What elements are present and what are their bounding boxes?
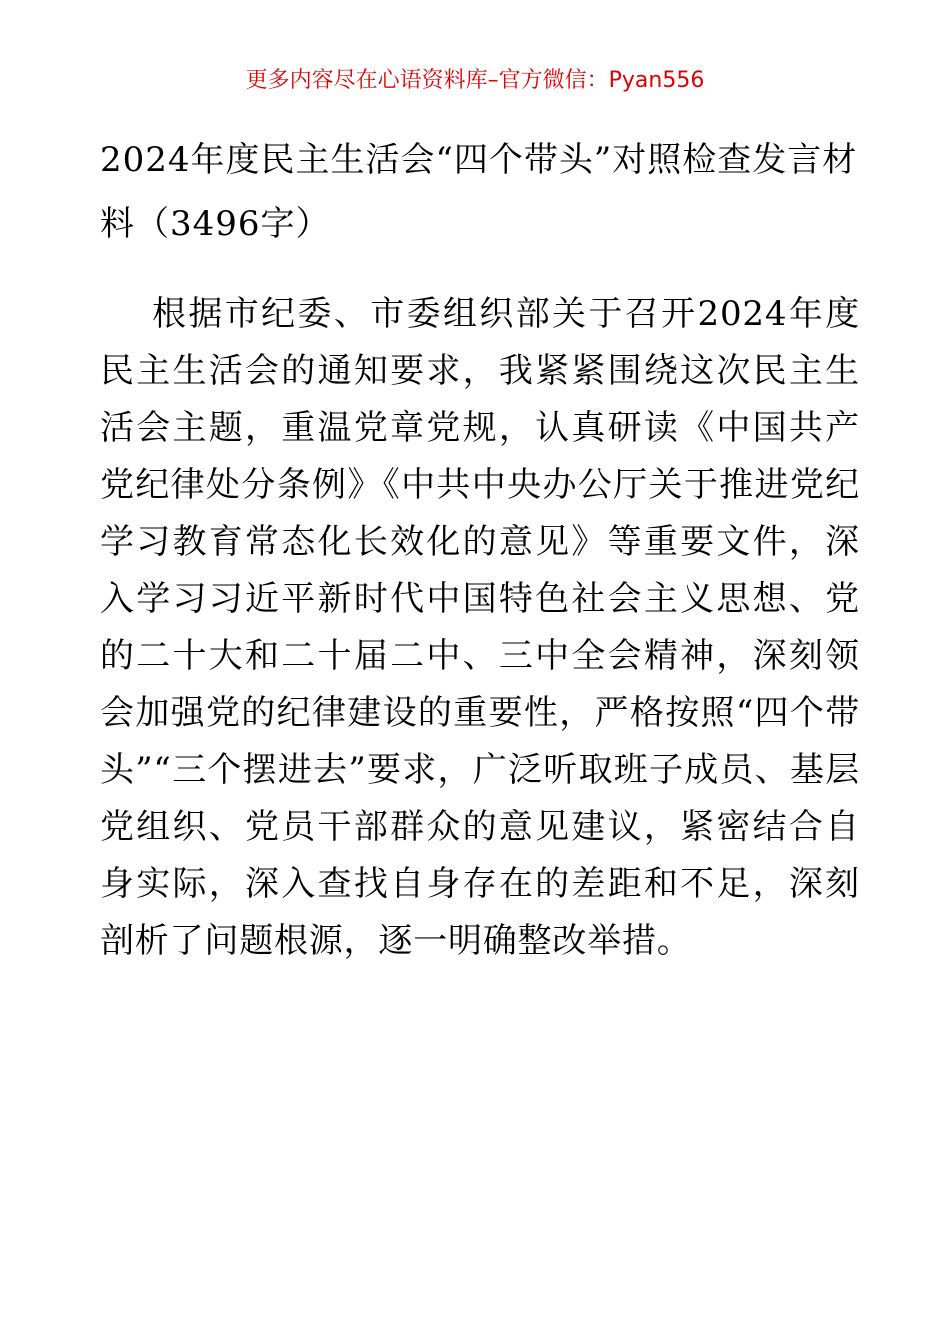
document-title: 2024年度民主生活会“四个带头”对照检查发言材料（3496字） — [100, 140, 858, 244]
body-paragraph: 根据市纪委、市委组织部关于召开2024年度民主生活会的通知要求，我紧紧围绕这次民主生活会主题，重温党章党规，认真研读《中国共产党纪律处分条例》《中共中央办公厅关于推进党纪学习教育常态化长效化的意见》等重要文件，深入学习习近平新时代中国特色社会主义思想、党的二十大和二十届二中、三中全会精神，深刻领会加强党的纪律建设的重要性，严格按照“四个带头”“三个摆进去”要求，广泛听取班子成员、基层党组织、党员干部群众的意见建议，紧密结合自身实际，深入查找自身存在的差距和不足，深刻剖析了问题根源，逐一明确整改举措。 — [100, 294, 860, 961]
promo-banner: 更多内容尽在心语资料库–官方微信：Pyan556 — [245, 68, 705, 93]
